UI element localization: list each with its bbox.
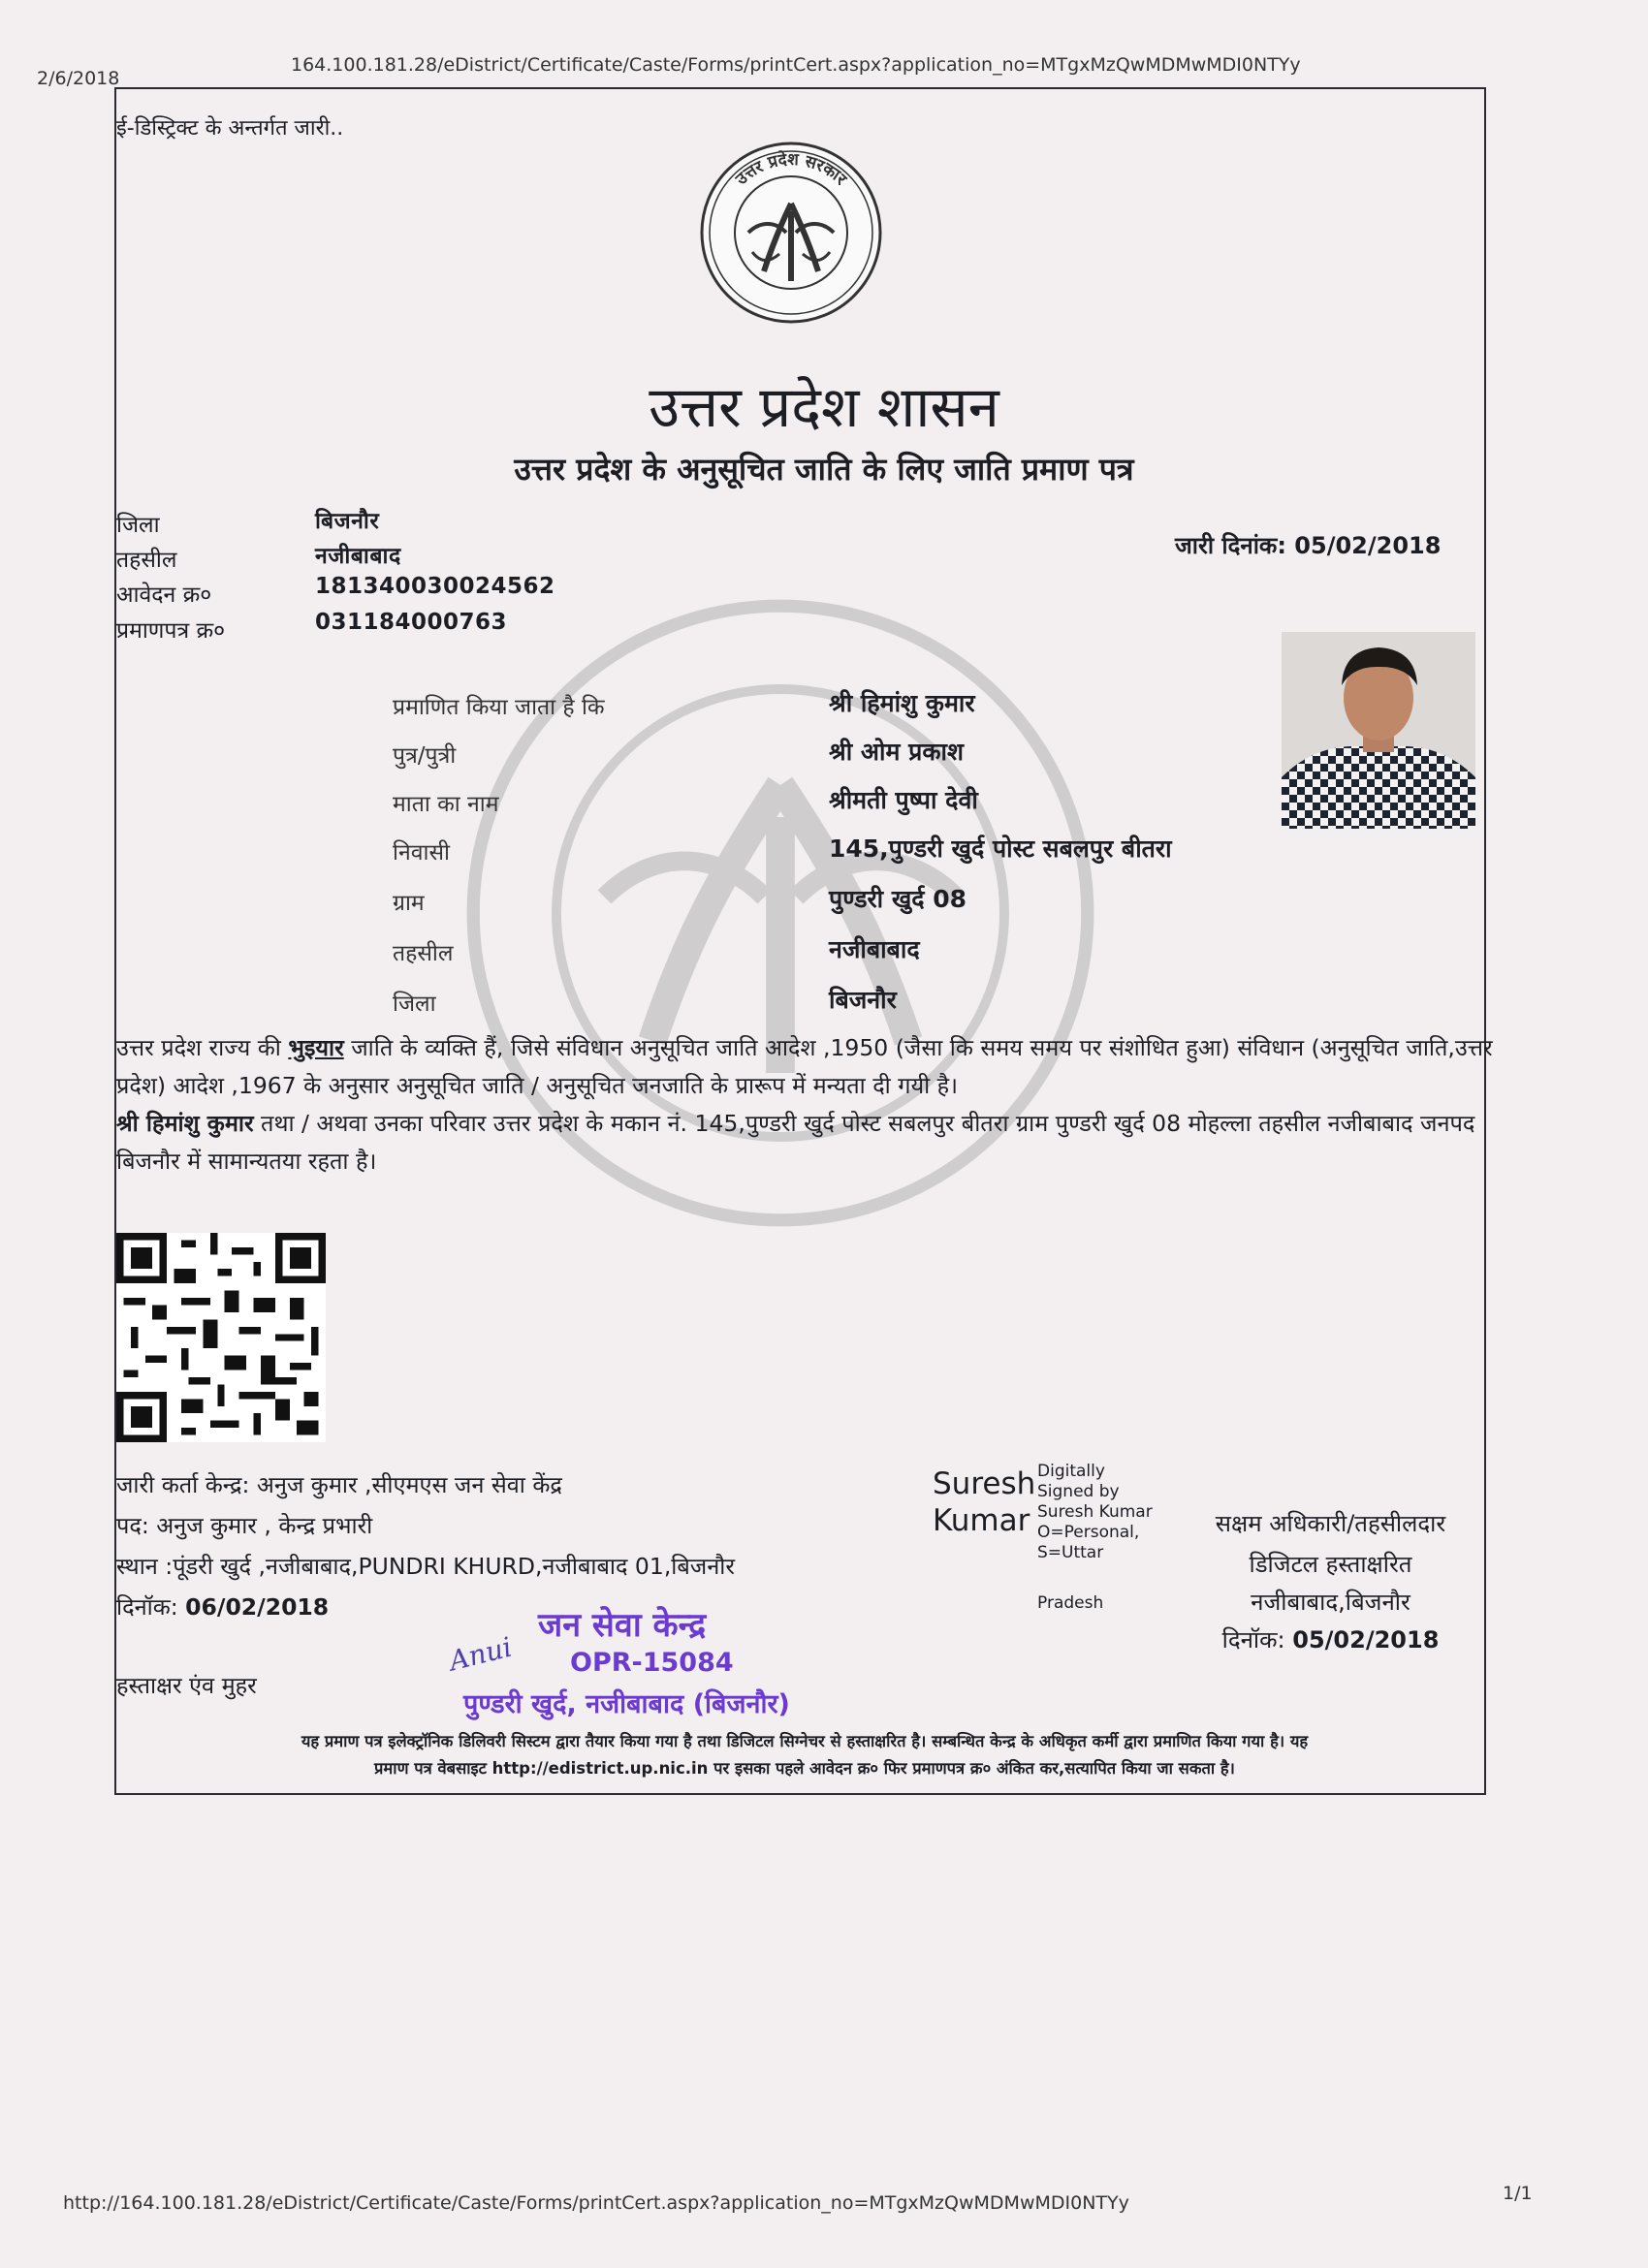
signature-meta-line: Suresh Kumar bbox=[1037, 1502, 1153, 1522]
meta-label-application-no: आवेदन क्र० bbox=[116, 583, 212, 608]
residence-paragraph bbox=[116, 1105, 1493, 1181]
signature-meta-pradesh: Pradesh bbox=[1037, 1593, 1104, 1613]
field-value-district: बिजनौर bbox=[829, 986, 897, 1014]
certificate-subtitle: उत्तर प्रदेश के अनुसूचित जाति के लिए जाति प्रमाण पत्र bbox=[514, 451, 1134, 488]
authority-digital-signed: डिजिटल हस्ताक्षरित bbox=[1249, 1551, 1412, 1578]
field-value-resident: 145,पुण्डरी खुर्द पोस्ट सबलपुर बीतरा bbox=[829, 835, 1172, 863]
page-title: उत्तर प्रदेश शासन bbox=[649, 374, 999, 440]
field-value-village: पुण्डरी खुर्द 08 bbox=[829, 885, 967, 913]
authority-title: सक्षम अधिकारी/तहसीलदार bbox=[1215, 1510, 1446, 1537]
issued-under-note: ई-डिस्ट्रिक्ट के अन्तर्गत जारी.. bbox=[116, 116, 344, 141]
stamp-line-3: पुण्डरी खुर्द, नजीबाबाद (बिजनौर) bbox=[463, 1689, 790, 1719]
qr-code-icon bbox=[116, 1233, 326, 1442]
meta-label-tehsil: तहसील bbox=[116, 548, 177, 573]
authority-date-label: दिनॉक: bbox=[1221, 1626, 1285, 1654]
caste-declaration-paragraph bbox=[116, 1029, 1493, 1105]
signature-name-line-1: Suresh bbox=[933, 1466, 1036, 1501]
field-value-tehsil: नजीबाबाद bbox=[829, 935, 920, 963]
print-footer-url: http://164.100.181.28/eDistrict/Certificate/Caste/Forms/printCert.aspx?application_no=MTgxMzQwMDMwMDI0NTYy bbox=[63, 2192, 1129, 2214]
field-label-tehsil: तहसील bbox=[393, 941, 454, 966]
signature-meta-line: S=Uttar bbox=[1037, 1543, 1104, 1562]
field-label-mother: माता का नाम bbox=[393, 792, 499, 817]
meta-label-district: जिला bbox=[116, 513, 160, 538]
issue-date-label: जारी दिनांक: bbox=[1175, 532, 1286, 559]
meta-value-district: बिजनौर bbox=[315, 509, 380, 534]
stamp-line-2: OPR-15084 bbox=[570, 1648, 734, 1678]
digital-signature-details bbox=[1037, 1462, 1153, 1563]
issuer-post: पद: अनुज कुमार , केन्द्र प्रभारी bbox=[116, 1512, 373, 1539]
field-value-father: श्री ओम प्रकाश bbox=[829, 738, 965, 766]
verification-note-line-2: प्रमाण पत्र वेबसाइट http://edistrict.up.nic.in पर इसका पहले आवेदन क्र० फिर प्रमाणपत्र क्र० अंकित कर,सत्यापित किया जा सकता है। bbox=[374, 1759, 1235, 1778]
para1-pre: उत्तर प्रदेश राज्य की bbox=[116, 1034, 289, 1061]
up-state-emblem-icon bbox=[694, 136, 888, 330]
signature-and-seal-label: हस्ताक्षर एंव मुहर bbox=[116, 1672, 257, 1699]
field-label-village: ग्राम bbox=[393, 891, 425, 916]
meta-value-certificate-no: 031184000763 bbox=[315, 610, 508, 635]
signature-meta-line: Signed by bbox=[1037, 1482, 1120, 1501]
field-value-mother: श्रीमती पुष्पा देवी bbox=[829, 786, 978, 814]
caste-name: भुइयार bbox=[288, 1034, 344, 1061]
para2-text: तथा / अथवा उनका परिवार उत्तर प्रदेश के मकान नं. 145,पुण्डरी खुर्द पोस्ट सबलपुर बीतरा ग्राम पुण्डरी खुर्द 08 मोहल्ला तहसील नजीबाबाद जनपद बिजनौर में सामान्यतया रहता है। bbox=[116, 1110, 1475, 1175]
field-label-certified-that: प्रमाणित किया जाता है कि bbox=[393, 695, 605, 720]
signature-name-line-2: Kumar bbox=[933, 1503, 1030, 1538]
print-date: 2/6/2018 bbox=[37, 68, 120, 89]
handwritten-initials: Anui bbox=[445, 1630, 516, 1678]
digital-signature-name bbox=[933, 1465, 1035, 1539]
stamp-line-1: जन सेवा केन्द्र bbox=[538, 1606, 707, 1645]
meta-label-certificate-no: प्रमाणपत्र क्र० bbox=[116, 618, 226, 644]
meta-value-application-no: 181340030024562 bbox=[315, 574, 555, 599]
issuing-centre: जारी कर्ता केन्द्र: अनुज कुमार ,सीएमएस जन सेवा केंद्र bbox=[116, 1471, 562, 1498]
issue-date-value: 05/02/2018 bbox=[1294, 532, 1442, 559]
authority-date-value: 05/02/2018 bbox=[1292, 1626, 1440, 1654]
issuer-place: स्थान :पूंडरी खुर्द ,नजीबाबाद,PUNDRI KHURD,नजीबाबाद 01,बिजनौर bbox=[116, 1553, 735, 1580]
field-label-district: जिला bbox=[393, 992, 436, 1017]
para2-name: श्री हिमांशु कुमार bbox=[116, 1110, 254, 1137]
issuer-date-label: दिनॉक: bbox=[116, 1593, 178, 1621]
signature-meta-line: Digitally bbox=[1037, 1462, 1105, 1481]
page-number: 1/1 bbox=[1503, 2183, 1533, 2204]
applicant-photo bbox=[1282, 632, 1475, 829]
signature-meta-line: O=Personal, bbox=[1037, 1523, 1140, 1542]
authority-place: नजीबाबाद,बिजनौर bbox=[1251, 1589, 1410, 1616]
print-header-url: 164.100.181.28/eDistrict/Certificate/Caste/Forms/printCert.aspx?application_no=MTgxMzQwMDMwMDI0NTYy bbox=[291, 54, 1301, 76]
field-label-resident: निवासी bbox=[393, 840, 450, 866]
issue-date bbox=[1175, 529, 1441, 561]
emblem-arc-text: उत्तर प्रदेश सरकार bbox=[732, 149, 851, 190]
para1-post: जाति के व्यक्ति हैं, जिसे संविधान अनुसूचित जाति आदेश ,1950 (जैसा कि समय समय पर संशोधित हुआ) संविधान (अनुसूचित जाति,उत्तर प्रदेश) आदेश ,1967 के अनुसार अनुसूचित जाति / अनुसूचित जनजाति के प्रारूप में मन्यता दी गयी है। bbox=[116, 1034, 1493, 1099]
authority-date bbox=[1168, 1623, 1493, 1655]
verification-note-line-1: यह प्रमाण पत्र इलेक्ट्रॉनिक डिलिवरी सिस्टम द्वारा तैयार किया गया है तथा डिजिटल सिग्नेचर से हस्ताक्षरित है। सम्बन्धित केन्द्र के अधिकृत कर्मी द्वारा प्रमाणित किया गया है। यह bbox=[301, 1732, 1309, 1750]
meta-value-tehsil: नजीबाबाद bbox=[315, 544, 401, 569]
field-value-name: श्री हिमांशु कुमार bbox=[829, 689, 975, 717]
issuer-date-value: 06/02/2018 bbox=[185, 1593, 330, 1621]
field-label-son-daughter: पुत्र/पुत्री bbox=[393, 743, 457, 769]
